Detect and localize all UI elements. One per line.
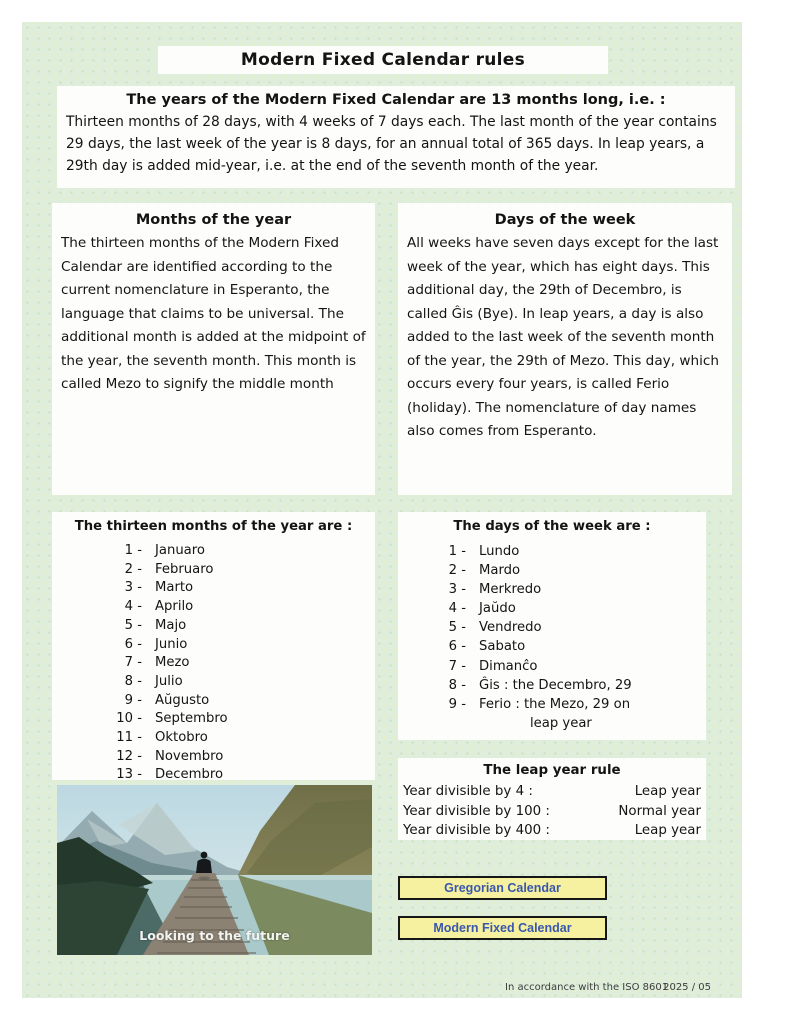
month-name: Decembro xyxy=(155,767,224,783)
day-list-item xyxy=(402,657,702,676)
months-list-box xyxy=(52,512,375,783)
day-number: 9 - xyxy=(448,696,466,712)
month-name: Majo xyxy=(155,617,187,633)
leap-rule-label: Year divisible by 400 : xyxy=(403,823,550,838)
month-list-item xyxy=(56,579,371,598)
day-list-item xyxy=(402,637,702,656)
month-number: 10 - xyxy=(116,711,142,727)
month-number: 8 - xyxy=(124,673,142,689)
month-list-item xyxy=(56,542,371,561)
month-number: 13 - xyxy=(116,767,142,783)
day-list-item xyxy=(402,676,702,695)
leap-rule-heading: The leap year rule xyxy=(483,763,621,778)
month-list-item xyxy=(56,636,371,655)
day-name: Merkredo xyxy=(479,582,542,598)
days-section-box xyxy=(398,203,732,495)
leap-rule-row xyxy=(403,821,701,841)
month-number: 12 - xyxy=(116,748,142,764)
month-name: Februaro xyxy=(155,561,214,577)
months-section-body: The thirteen months of the Modern Fixed Calendar are identified according to the current nomenclature in Esperanto, the language that claims to be universal. The additional month is added at the midpoint of the year, the seventh month. This month is called Mezo to signify the middle month xyxy=(61,235,366,392)
day-list-item xyxy=(402,580,702,599)
days-section-body: All weeks have seven days except for the last week of the year, which has eight days. This additional day, the 29th of Decembro, is called Ĝis (Bye). In leap years, a day is also added to the last week of the seventh month of the year, the 29th of Mezo. This day, which occurs every four years, is called Ferio (holiday). The nomenclature of day names also comes from Esperanto. xyxy=(407,235,719,439)
month-number: 5 - xyxy=(124,617,142,633)
day-name: Dimanĉo xyxy=(479,658,538,674)
intro-box xyxy=(57,86,735,188)
page-title xyxy=(158,46,608,74)
month-list-item xyxy=(56,561,371,580)
month-list-item xyxy=(56,729,371,748)
footer-iso-note: In accordance with the ISO 8601 xyxy=(505,982,669,993)
day-number: 6 - xyxy=(448,639,466,655)
day-name: Ĝis : the Decembro, 29 xyxy=(479,677,632,693)
month-list-item xyxy=(56,673,371,692)
month-list-item xyxy=(56,766,371,785)
month-number: 9 - xyxy=(124,692,142,708)
leap-rule-value: Leap year xyxy=(634,784,701,799)
modern-fixed-calendar-button[interactable]: Modern Fixed Calendar xyxy=(398,916,607,940)
days-list-continuation: leap year xyxy=(530,715,592,731)
day-name: Jaŭdo xyxy=(479,601,516,617)
leap-rule-label: Year divisible by 100 : xyxy=(403,803,550,819)
leap-rule-value: Leap year xyxy=(634,823,701,838)
day-name: Vendredo xyxy=(479,620,542,636)
month-name: Oktobro xyxy=(155,730,208,746)
month-name: Septembro xyxy=(155,711,228,727)
month-name: Mezo xyxy=(155,655,190,671)
leap-rule-label: Year divisible by 4 : xyxy=(403,784,533,799)
months-section-box xyxy=(52,203,375,495)
day-name: Lundo xyxy=(479,544,520,559)
month-list-item xyxy=(56,617,371,636)
day-list-item xyxy=(402,695,702,714)
month-list-item xyxy=(56,710,371,729)
day-name: Sabato xyxy=(479,639,526,655)
day-number: 3 - xyxy=(448,582,466,598)
leap-rule-rows xyxy=(403,782,701,841)
month-list-item xyxy=(56,654,371,673)
days-list xyxy=(402,542,702,714)
month-list-item xyxy=(56,748,371,767)
day-number: 5 - xyxy=(448,620,466,636)
month-name: Marto xyxy=(155,580,194,596)
month-name: Januaro xyxy=(155,543,205,558)
leap-rule-row xyxy=(403,802,701,822)
intro-body: Thirteen months of 28 days, with 4 weeks of 7 days each. The last month of the year contains 29 days, the last week of the year is 8 days, for an annual total of 365 days. In leap years, a 29th day is added mid-year, i.e. at the end of the seventh month of the year. xyxy=(66,114,717,174)
month-number: 7 - xyxy=(124,655,142,671)
month-list-item xyxy=(56,598,371,617)
leap-rule-row xyxy=(403,782,701,802)
month-number: 11 - xyxy=(116,730,142,746)
month-number: 6 - xyxy=(124,636,142,652)
month-name: Junio xyxy=(155,636,188,652)
months-section-heading: Months of the year xyxy=(135,212,292,228)
month-number: 2 - xyxy=(124,561,142,577)
day-number: 8 - xyxy=(448,677,466,693)
intro-heading: The years of the Modern Fixed Calendar are 13 months long, i.e. : xyxy=(126,92,666,108)
photo-caption: Looking to the future xyxy=(139,928,290,943)
calendar-rules-panel xyxy=(22,22,742,998)
days-section-heading: Days of the week xyxy=(494,212,636,228)
month-name: Novembro xyxy=(155,748,224,764)
month-list-item xyxy=(56,692,371,711)
leap-year-rule-box xyxy=(398,758,706,840)
month-number: 1 - xyxy=(124,543,142,558)
day-number: 1 - xyxy=(448,544,466,559)
day-number: 7 - xyxy=(448,658,466,674)
day-list-item xyxy=(402,599,702,618)
month-name: Aŭgusto xyxy=(155,692,210,708)
months-list xyxy=(56,542,371,785)
leap-rule-value: Normal year xyxy=(618,803,701,819)
month-name: Julio xyxy=(155,673,183,689)
day-list-item xyxy=(402,542,702,561)
month-number: 3 - xyxy=(124,580,142,596)
days-list-heading: The days of the week are : xyxy=(453,519,651,534)
months-list-heading: The thirteen months of the year are : xyxy=(74,519,353,534)
day-number: 4 - xyxy=(448,601,466,617)
day-number: 2 - xyxy=(448,563,466,579)
month-number: 4 - xyxy=(124,599,142,615)
day-list-item xyxy=(402,561,702,580)
day-name: Mardo xyxy=(479,563,521,579)
day-list-item xyxy=(402,618,702,637)
page-title-text: Modern Fixed Calendar rules xyxy=(240,50,526,70)
gregorian-calendar-button[interactable]: Gregorian Calendar xyxy=(398,876,607,900)
month-name: Aprilo xyxy=(155,599,194,615)
day-name: Ferio : the Mezo, 29 on xyxy=(479,696,631,712)
landscape-photo xyxy=(57,785,372,955)
days-list-box xyxy=(398,512,706,740)
footer-date: 2025 / 05 xyxy=(663,982,711,993)
